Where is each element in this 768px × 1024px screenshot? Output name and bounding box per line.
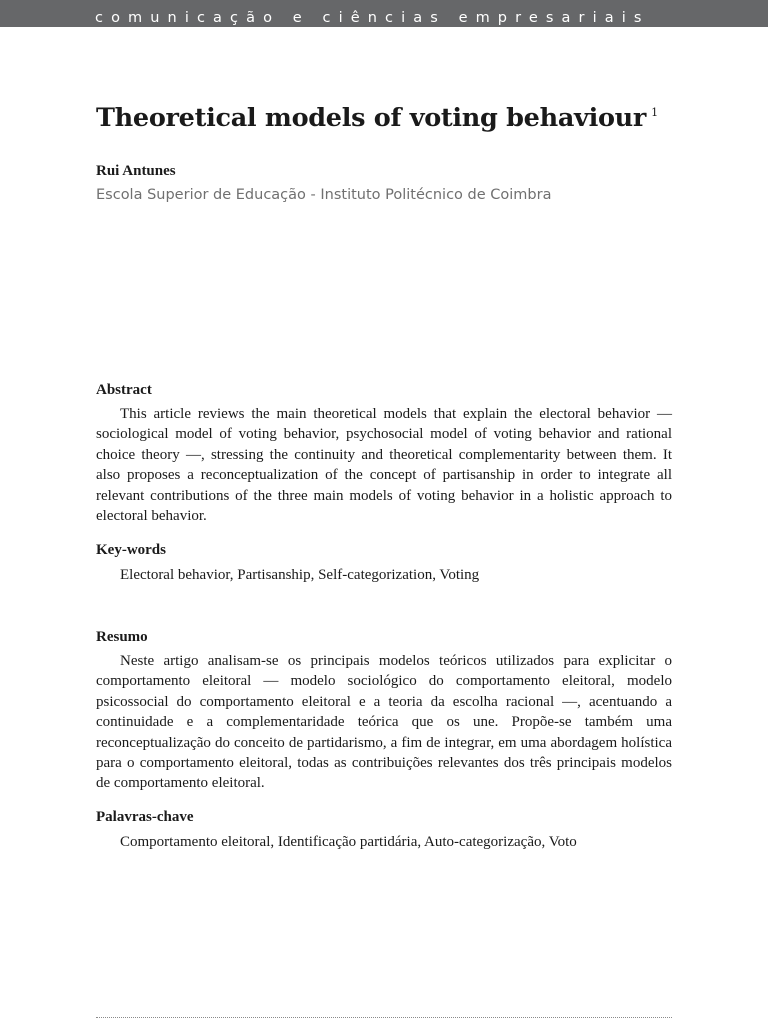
author-name: Rui Antunes [96,163,176,179]
resumo-section [96,627,672,794]
article-title-text: Theoretical models of voting behaviour [96,103,647,133]
abstract-section [96,380,672,526]
keywords-heading: Key-words [96,542,166,558]
abstract-heading: Abstract [96,382,152,398]
article-title [96,94,672,137]
palavras-chave-text: Comportamento eleitoral, Identificação partidária, Auto-categorização, Voto [120,834,577,850]
author-affiliation: Escola Superior de Educação - Instituto Politécnico de Coimbra [96,187,552,203]
journal-header-bar [0,0,768,27]
journal-name: comunicação e ciências empresariais [95,10,650,26]
keywords-text: Electoral behavior, Partisanship, Self-categorization, Voting [120,567,480,583]
footnote-divider [96,1017,672,1018]
resumo-heading: Resumo [96,629,148,645]
footnote-marker: 1 [651,106,658,119]
abstract-text: This article reviews the main theoretical models that explain the electoral behavior — sociological model of voting behavior, psychosocial model of voting behavior and rational choice theory —, stressing the continuity and theoretical complementarity between them. It also proposes a reconceptualization of the concept of partisanship in order to integrate all relevant contributions of the three main models of voting behavior in a holistic approach to electoral behavior. [96,406,672,525]
resumo-text: Neste artigo analisam-se os principais modelos teóricos utilizados para explicitar o comportamento eleitoral — modelo sociológico do comportamento eleitoral, modelo psicossocial do comportamento eleitoral e a teoria da escolha racional —, acentuando a continuidade e a complementaridade teórica que os une. Propõe-se também uma reconceptualização do conceito de partidarismo, a fim de integrar, em uma abordagem holística para o comportamento eleitoral, todas as contribuições relevantes dos três principais modelos de comportamento eleitoral. [96,653,672,792]
palavras-chave-heading: Palavras-chave [96,809,194,825]
keywords-section [96,540,672,585]
palavras-chave-section [96,807,672,852]
